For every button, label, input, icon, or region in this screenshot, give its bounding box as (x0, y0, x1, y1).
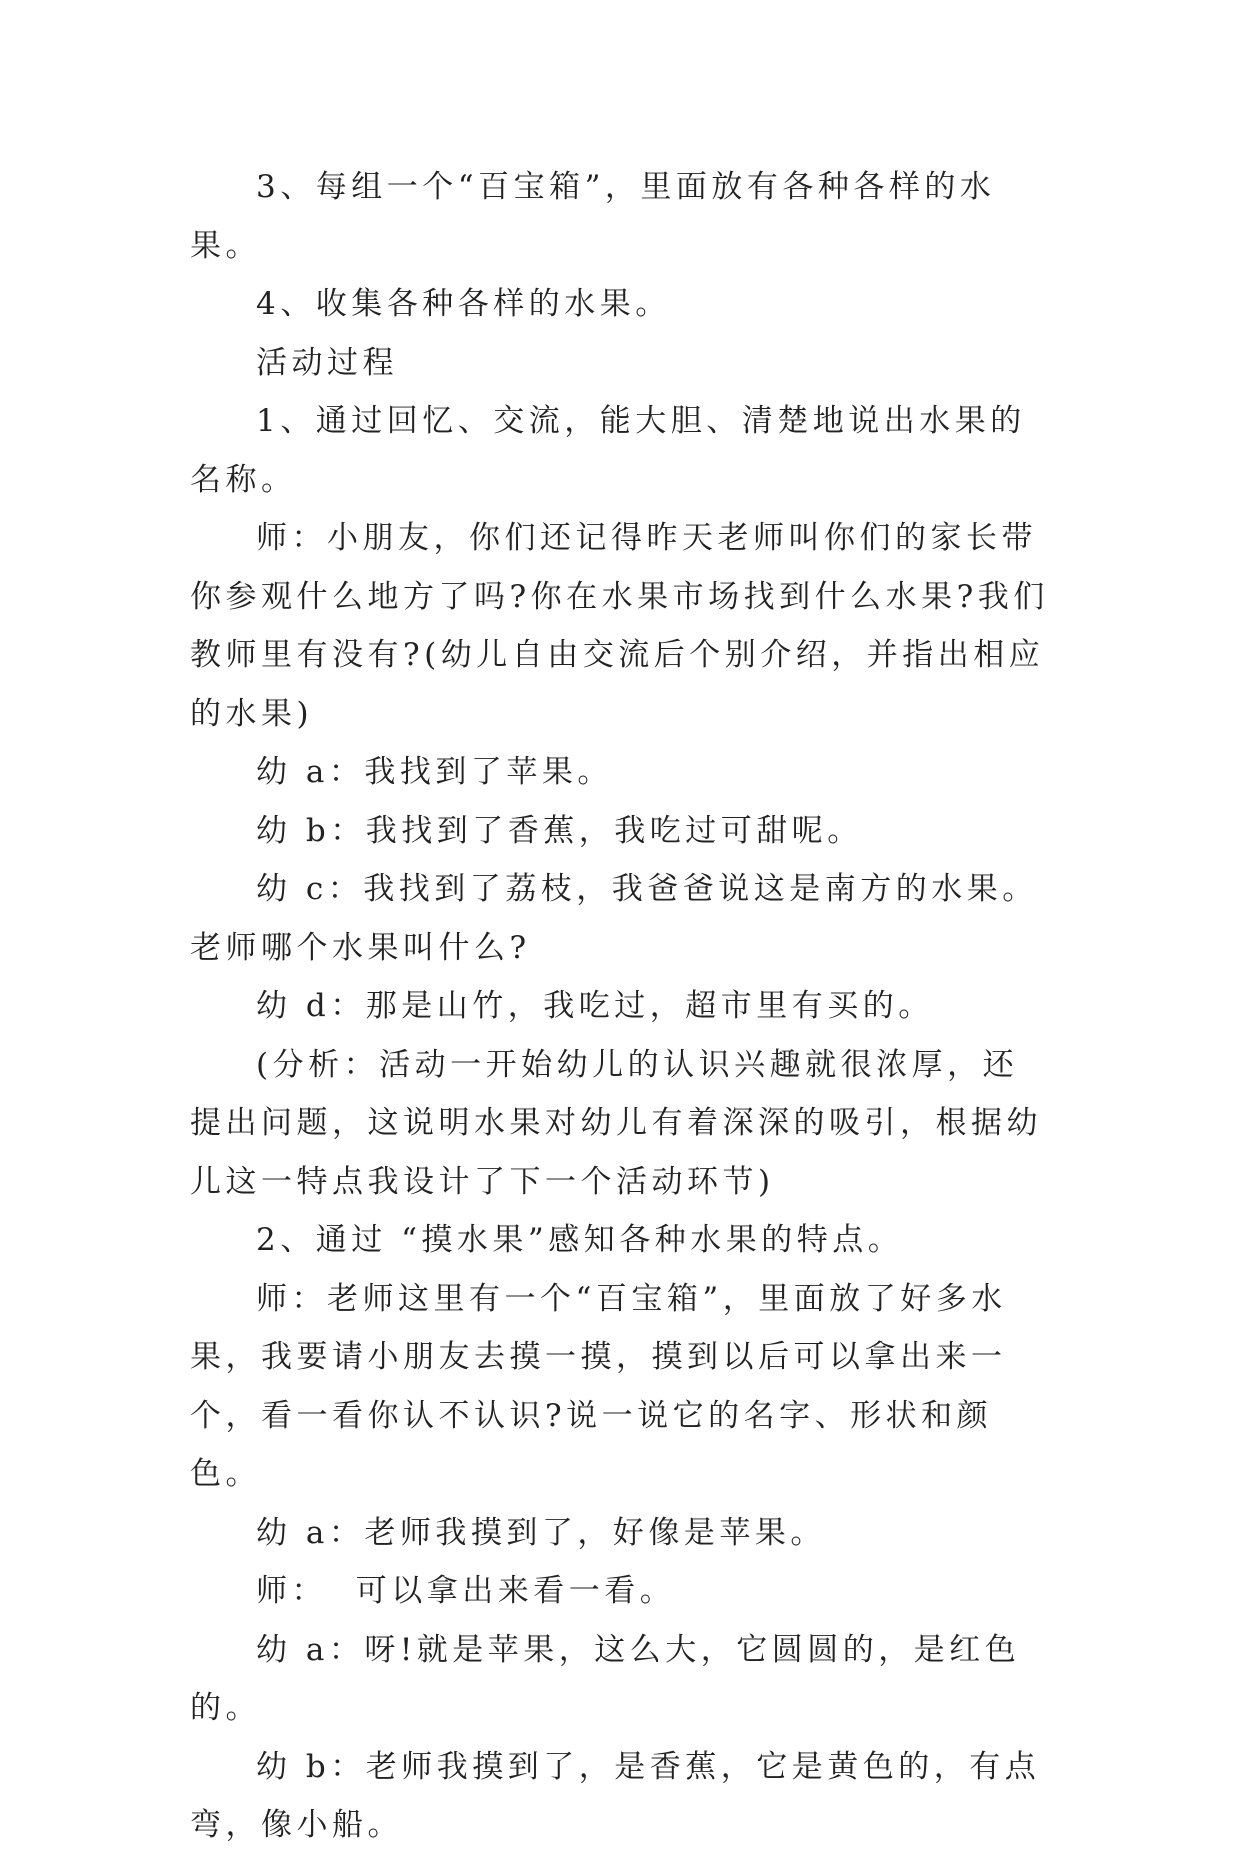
paragraph-teacher-treasure-box: 师：老师这里有一个“百宝箱”，里面放了好多水果，我要请小朋友去摸一摸，摸到以后可以拿出来一个，看一看你认不认识?说一说它的名字、形状和颜色。 (190, 1280, 1007, 1492)
paragraph-child-a-apple: 幼 a：呀!就是苹果，这么大，它圆圆的，是红色的。 (190, 1631, 1021, 1726)
paragraph-child-b-banana: 幼 b：老师我摸到了，是香蕉，它是黄色的，有点弯，像小船。 (190, 1748, 1041, 1843)
paragraph-teacher-question: 师：小朋友，你们还记得昨天老师叫你们的家长带你参观什么地方了吗?你在水果市场找到什么水果?我们教师里有没有?(幼儿自由交流后个别介绍，并指出相应的水果) (190, 520, 1049, 732)
paragraph-prep-item-3: 3、每组一个“百宝箱”，里面放有各种各样的水果。 (190, 169, 996, 264)
paragraph-child-c: 幼 c：我找到了荔枝，我爸爸说这是南方的水果。老师哪个水果叫什么? (190, 871, 1038, 966)
section-heading-activity-process: 活动过程 (256, 344, 398, 381)
paragraph-teacher-take-out: 师： 可以拿出来看一看。 (256, 1573, 676, 1609)
paragraph-child-d: 幼 d：那是山竹，我吃过，超市里有买的。 (256, 988, 934, 1024)
paragraph-child-a-touch: 幼 a：老师我摸到了，好像是苹果。 (256, 1514, 826, 1551)
paragraph-prep-item-4: 4、收集各种各样的水果。 (256, 286, 671, 322)
paragraph-analysis: (分析：活动一开始幼儿的认识兴趣就很浓厚，还提出问题，这说明水果对幼儿有着深深的吸引，根据幼儿这一特点我设计了下一个活动环节) (190, 1046, 1042, 1200)
paragraph-child-b: 幼 b：我找到了香蕉，我吃过可甜呢。 (256, 812, 863, 849)
paragraph-step-2: 2、通过 “摸水果”感知各种水果的特点。 (256, 1222, 904, 1258)
paragraph-step-1: 1、通过回忆、交流，能大胆、清楚地说出水果的名称。 (190, 403, 1026, 498)
paragraph-child-a: 幼 a：我找到了苹果。 (256, 754, 613, 790)
document-body (190, 158, 1050, 1855)
